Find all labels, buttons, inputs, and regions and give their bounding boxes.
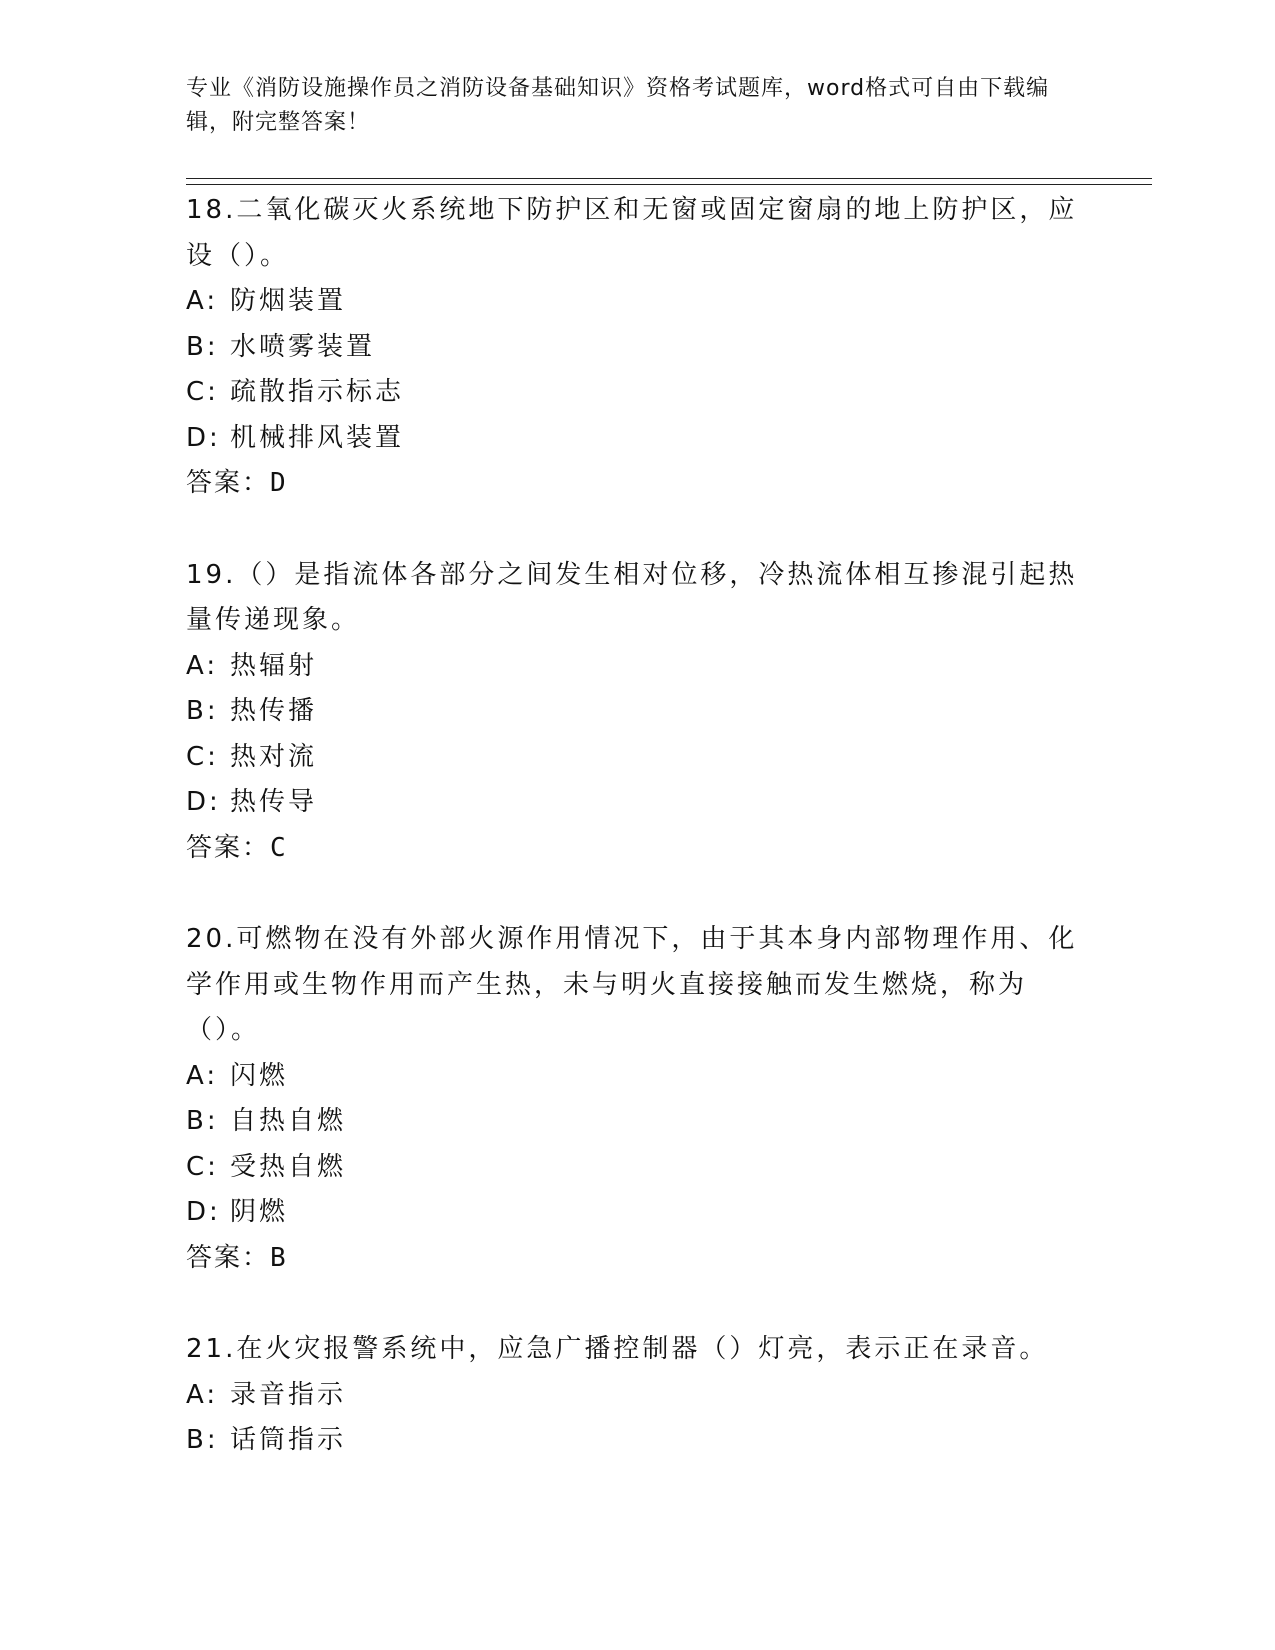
answer-label: 答案：: [186, 468, 271, 498]
question-stem: 21.在火灾报警系统中，应急广播控制器（）灯亮，表示正在录音。: [186, 1334, 1049, 1364]
option-a: [186, 644, 1086, 690]
option-b: [186, 325, 1086, 371]
option-key: B:: [186, 331, 219, 362]
question-18: [186, 188, 1086, 507]
question-20: [186, 917, 1086, 1281]
question-stem: 18.二氧化碳灭火系统地下防护区和无窗或固定窗扇的地上防护区，应设（）。: [186, 195, 1078, 271]
option-key: A:: [186, 1060, 219, 1091]
option-c: [186, 370, 1086, 416]
option-key: A:: [186, 650, 219, 681]
option-a: [186, 279, 1086, 325]
answer-line: [186, 461, 1086, 507]
option-text: 阴燃: [230, 1197, 289, 1227]
option-d: [186, 1190, 1086, 1236]
option-text: 自热自燃: [230, 1106, 347, 1136]
answer-value: C: [270, 832, 288, 863]
option-text: 热传播: [230, 696, 318, 726]
option-text: 受热自燃: [230, 1151, 347, 1182]
option-key: B:: [186, 696, 219, 726]
option-key: A:: [186, 286, 219, 316]
question-19: [186, 553, 1086, 872]
option-text: 热传导: [230, 787, 318, 817]
document-header: 专业《消防设施操作员之消防设备基础知识》资格考试题库，word格式可自由下载编辑，附完整答案！: [186, 76, 1050, 135]
option-key: B:: [186, 1425, 219, 1455]
option-text: 防烟装置: [230, 286, 347, 316]
option-key: C:: [186, 741, 219, 772]
answer-value: B: [270, 1242, 288, 1273]
answer-line: [186, 826, 1086, 872]
answer-label: 答案：: [186, 832, 271, 863]
option-d: [186, 780, 1086, 826]
option-key: D:: [186, 787, 221, 817]
option-c: [186, 735, 1086, 781]
answer-value: D: [270, 468, 288, 498]
option-b: [186, 1418, 1086, 1464]
option-b: [186, 1099, 1086, 1145]
answer-line: [186, 1236, 1086, 1282]
option-text: 水喷雾装置: [230, 331, 376, 362]
question-21: [186, 1327, 1086, 1464]
option-key: A:: [186, 1379, 219, 1410]
option-key: D:: [186, 1197, 221, 1227]
option-a: [186, 1054, 1086, 1100]
option-text: 疏散指示标志: [230, 377, 405, 407]
option-d: [186, 416, 1086, 462]
option-text: 话筒指示: [230, 1425, 347, 1455]
answer-label: 答案：: [186, 1242, 271, 1273]
option-key: C:: [186, 1151, 219, 1182]
option-key: D:: [186, 422, 221, 453]
question-list: [186, 188, 1086, 1464]
option-a: [186, 1373, 1086, 1419]
header-divider-top: [186, 178, 1152, 179]
header-divider-bottom: [186, 184, 1152, 185]
option-key: B:: [186, 1106, 219, 1136]
option-c: [186, 1145, 1086, 1191]
question-stem: 19.（）是指流体各部分之间发生相对位移，冷热流体相互掺混引起热量传递现象。: [186, 559, 1078, 635]
option-text: 闪燃: [230, 1060, 289, 1091]
question-stem: 20.可燃物在没有外部火源作用情况下，由于其本身内部物理作用、化学作用或生物作用而产生热，未与明火直接接触而发生燃烧，称为（）。: [186, 924, 1078, 1045]
option-text: 热辐射: [230, 650, 318, 681]
option-b: [186, 689, 1086, 735]
option-text: 热对流: [230, 741, 318, 772]
option-key: C:: [186, 377, 219, 407]
option-text: 机械排风装置: [230, 422, 405, 453]
option-text: 录音指示: [230, 1379, 347, 1410]
